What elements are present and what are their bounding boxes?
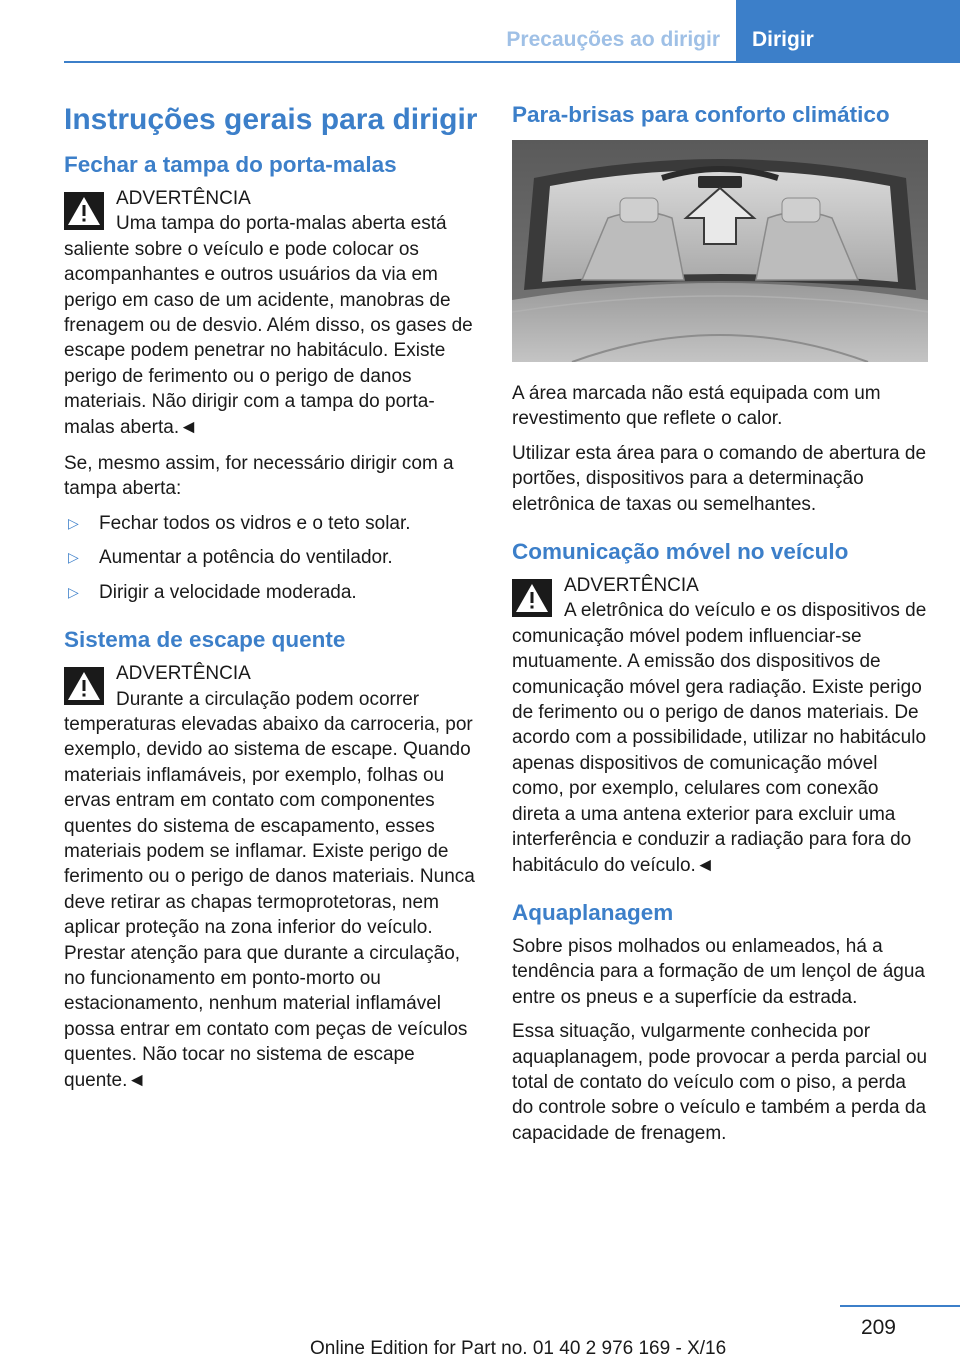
list-item: ▷ Dirigir a velocidade moderada. [64,580,478,605]
footer-rule [840,1305,960,1307]
list-item: ▷ Fechar todos os vidros e o teto solar. [64,511,478,536]
bullet-triangle-icon: ▷ [68,549,79,566]
warning-icon [512,579,552,617]
page-title: Instruções gerais para dirigir [64,103,478,136]
header-chapter-tab: Dirigir [736,0,960,63]
warning-text: Durante a circulação podem ocorrer temperaturas elevadas abaixo da carroceria, por exemplo, devido ao sistema de escape. Quando materiais inflamáveis, por exemplo, folhas ou ervas entram em contato com componentes quentes do sistema de escapamento, esses materiais podem se inflamar. Existe perigo de ferimento ou o perigo de danos materiais. Nunca deve retirar as chapas termoprotetoras, nem aplicar proteção na zona inferior do veículo. Prestar atenção para que durante a circulação, no funcionamento em ponto-morto ou estacionamento, nenhum material inflamável possa entrar em contato com peças de veículos quentes. Não tocar no sistema de escape quente.◄ [64,688,475,1091]
warning-text: A eletrônica do veículo e os dispositivos de comunicação móvel podem influenciar-se mutuamente. A emissão dos dispositivos de comunicação móvel gera radiação. Existe perigo de ferimento ou o perigo de danos materiais. De acordo com a possibilidade, utilizar no habitáculo apenas dispositivos de comunicação móvel como, por exemplo, celulares com conexão direta a uma antena exterior para excluir uma interferência e conduzir a radiação para fora do habitáculo do veículo.◄ [512,600,927,876]
aquaplaning-paragraph-1: Sobre pisos molhados ou enlameados, há a tendência para a formação de um lençol de água entre os pneus e a superfície da estrada. [512,935,925,1008]
warning-icon [64,667,104,705]
footer-edition-text: Online Edition for Part no. 01 40 2 976 169 - X/16 [310,1338,727,1359]
trunk-intro: Se, mesmo assim, for necessário dirigir com a tampa aberta: [64,453,454,500]
trunk-warning [64,186,478,440]
aquaplaning-paragraph-2: Essa situação, vulgarmente conhecida por aquaplanagem, pode provocar a perda parcial ou total de contato do veículo com o piso, a perda do controle sobre o veículo e também a perda da capacidade de frenagem. [512,1021,928,1144]
aquaplaning-heading: Aquaplanagem [512,899,674,925]
warning-text: Uma tampa do porta-malas aberta está saliente sobre o veículo e pode colocar os acompanhantes e outros usuários da via em perigo em caso de um acidente, manobras de frenagem ou de desvio. Além disso, os gases de escape podem penetrar no habitáculo. Existe perigo de ferimento ou o perigo de danos materiais. Não dirigir com a tampa do porta-malas aberta.◄ [64,213,473,438]
list-item: ▷ Aumentar a potência do ventilador. [64,545,478,570]
exhaust-heading: Sistema de escape quente [64,627,346,653]
page-number: 209 [860,1316,896,1339]
warning-label: ADVERTÊNCIA [564,575,699,597]
windshield-illustration [512,140,928,362]
warning-icon [64,192,104,230]
mobile-warning [512,573,928,878]
right-column [512,98,928,1155]
windshield-paragraph-2: Utilizar esta área para o comando de abertura de portões, dispositivos para a determinação eletrônica de taxas ou semelhantes. [512,442,927,515]
bullet-triangle-icon: ▷ [68,583,79,600]
warning-label: ADVERTÊNCIA [116,188,251,209]
trunk-bullet-list [64,511,478,605]
warning-label: ADVERTÊNCIA [116,663,251,685]
mobile-heading: Comunicação móvel no veículo [512,539,849,565]
windshield-paragraph-1: A área marcada não está equipada com um revestimento que reflete o calor. [512,383,881,430]
page-header [0,0,960,64]
windshield-heading: Para-brisas para conforto climático [512,102,890,127]
bullet-triangle-icon: ▷ [68,514,79,531]
left-column [64,98,478,1104]
header-section-title: Precauções ao dirigir [506,28,720,51]
trunk-heading: Fechar a tampa do porta-malas [64,152,397,177]
exhaust-warning [64,661,478,1093]
